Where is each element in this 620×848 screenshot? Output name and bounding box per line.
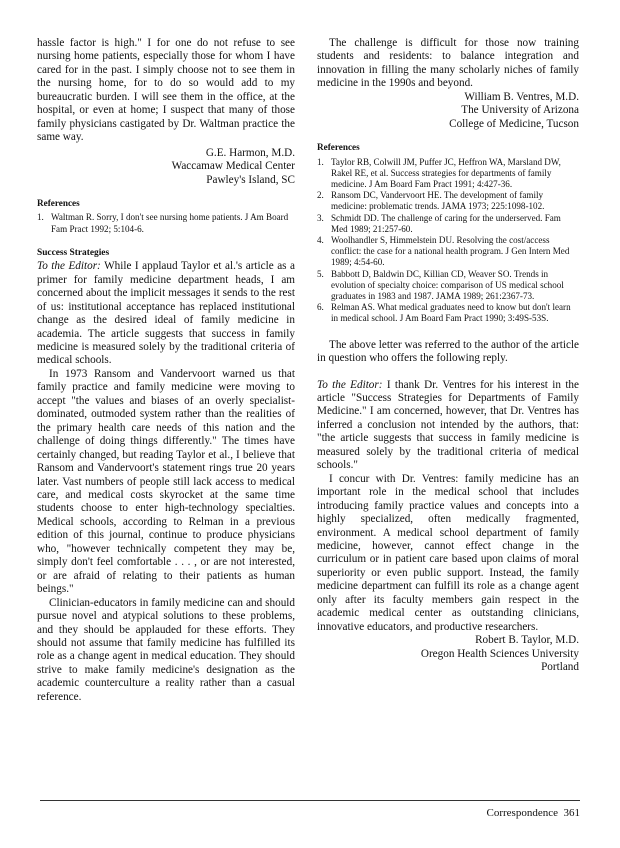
signature-harmon [37, 147, 295, 187]
referral-note: The above letter was referred to the author of the article in question who offers the following reply. [317, 338, 579, 365]
paragraph: The challenge is difficult for those now training students and residents: to balance integration and innovation in filling the many scholarly niches of family medicine in the 1990s and beyond. [317, 37, 579, 90]
reference-item [317, 269, 579, 303]
reference-item [317, 302, 579, 324]
paragraph [317, 379, 579, 473]
reference-number: 3. [317, 212, 324, 223]
signature-org: Oregon Health Sciences University [420, 647, 579, 660]
footer-section: Correspondence [486, 807, 558, 819]
paragraph-text: I thank Dr. Ventres for his interest in the article "Success Strategies for Departments of Family Medicine." I am concerned, however, that Dr. Ventres has inferred a conclusion not intended by the authors, that: "the article suggests that success in family medicine is measured solely by the traditional criteria of medical schools." [317, 378, 579, 472]
signature-location: Pawley's Island, SC [206, 173, 295, 186]
salutation: To the Editor: [317, 378, 383, 391]
signature-ventres [317, 91, 579, 131]
letter1-body: hassle factor is high." I for one do not refuse to see nursing home patients, especially those for whom I have cared for in the past. I simply choose not to see them in the nursing home, for to do so would add to my bureaucratic burden. I will see them in the office, at the hospital, or even at home; I suspect that many of those family physicians castigated by Dr. Waltman practice the same way. [37, 37, 295, 144]
reference-number: 1. [37, 212, 44, 223]
reference-number: 1. [317, 156, 324, 167]
section-heading: Success Strategies [37, 247, 110, 258]
reference-text: Ransom DC, Vandervoort HE. The development of family medicine: problematic trends. JAMA 1973; 225:1098-102. [331, 190, 545, 212]
reference-text: Relman AS. What medical graduates need to know but don't learn in medical school. J Am Board Fam Pract 1990; 3:49S-53S. [331, 302, 571, 324]
paragraph: I concur with Dr. Ventres: family medicine has an important role in the medical school that includes introducing family practice values and concepts into a highly specialized, often medically fragmented, environment. A medical school department of family medicine, however, cannot effect change in the curriculum or in patient care based upon claims of moral superiority or even public support. Instead, the family medicine department can fulfill its role as a change agent only after its faculty members gain respect in the academic medical center as outstanding clinicians, innovative educators, and productive researchers. [317, 472, 579, 633]
references-heading: References [37, 197, 80, 208]
reference-item [37, 212, 295, 234]
left-column [37, 37, 295, 704]
paragraph: In 1973 Ransom and Vandervoort warned us that family practice and family medicine were moving to accept "the values and biases of an overly specialist-dominated, outmoded system rather than the realities of the primary health care needs of this nation and the challenge of doing things differently." The times have certainly changed, but reading Taylor et al., I believe that Ransom and Vandervoort's statement rings true 20 years later. Vast numbers of people still lack access to medical care, and medical costs skyrocket at the same time students choose to enter high-technology specialties. Medical schools, according to Relman in a previous edition of this journal, continue to produce physicians who, "however technically competent they may be, simply don't feel comfortable . . . , or are not interested, or are afraid of relating to their patients as human beings." [37, 367, 295, 596]
page-footer [487, 807, 580, 819]
footer-rule [40, 800, 580, 801]
references-list [37, 212, 295, 234]
paragraph: Clinician-educators in family medicine can and should pursue novel and atypical solutions to these problems, and they should be applauded for these efforts. They should not assume that family medicine has fulfilled its role as a change agent in medical education. They should strive to make family medicine's designation as the academic counterculture a reality rather than a casual reference. [37, 596, 295, 703]
reference-number: 6. [317, 302, 324, 313]
page-number: 361 [563, 807, 580, 819]
reference-item [317, 235, 579, 269]
references-list [317, 157, 579, 325]
reference-item [317, 190, 579, 212]
reference-item [317, 213, 579, 235]
signature-org: The University of Arizona [461, 104, 579, 117]
signature-name: William B. Ventres, M.D. [464, 90, 579, 103]
signature-taylor [317, 634, 579, 674]
reference-text: Babbott D, Baldwin DC, Killian CD, Weaver SO. Trends in evolution of specialty choice: comparison of US medical school graduates in 1983 and 1987. JAMA 1989; 261:2367-73. [331, 268, 564, 302]
paragraph [37, 260, 295, 368]
signature-location: Portland [541, 661, 579, 674]
signature-org: Waccamaw Medical Center [171, 160, 295, 173]
signature-name: G.E. Harmon, M.D. [205, 146, 295, 159]
reference-text: Taylor RB, Colwill JM, Puffer JC, Heffron WA, Marsland DW, Rakel RE, et al. Success strategies for departments of family medicine. J Am Board Fam Pract 1991; 4:427-36. [331, 156, 561, 190]
reference-item [317, 157, 579, 191]
reference-number: 4. [317, 235, 324, 246]
paragraph-text: While I applaud Taylor et al.'s article as a primer for family medicine department heads, I am concerned about the implicit messages it sends to the rest of us: institutional acceptance has replaced institutional change as the desired ideal of family medicine in academia. The article suggests that success in family medicine is measured solely by the traditional criteria of medical schools. [37, 260, 295, 367]
signature-name: Robert B. Taylor, M.D. [475, 634, 579, 647]
reference-text: Waltman R. Sorry, I don't see nursing home patients. J Am Board Fam Pract 1992; 5:104-6. [51, 212, 289, 234]
reference-text: Woolhandler S, Himmelstein DU. Resolving the cost/access conflict: the case for a national health program. J Gen Intern Med 1989; 4:54-60. [331, 235, 570, 268]
reference-number: 5. [317, 268, 324, 279]
reference-text: Schmidt DD. The challenge of caring for the underserved. Fam Med 1989; 21:257-60. [331, 212, 561, 234]
salutation: To the Editor: [37, 260, 101, 273]
right-column [317, 37, 579, 675]
references-heading: References [317, 142, 360, 153]
signature-location: College of Medicine, Tucson [449, 117, 579, 130]
reference-number: 2. [317, 190, 324, 201]
